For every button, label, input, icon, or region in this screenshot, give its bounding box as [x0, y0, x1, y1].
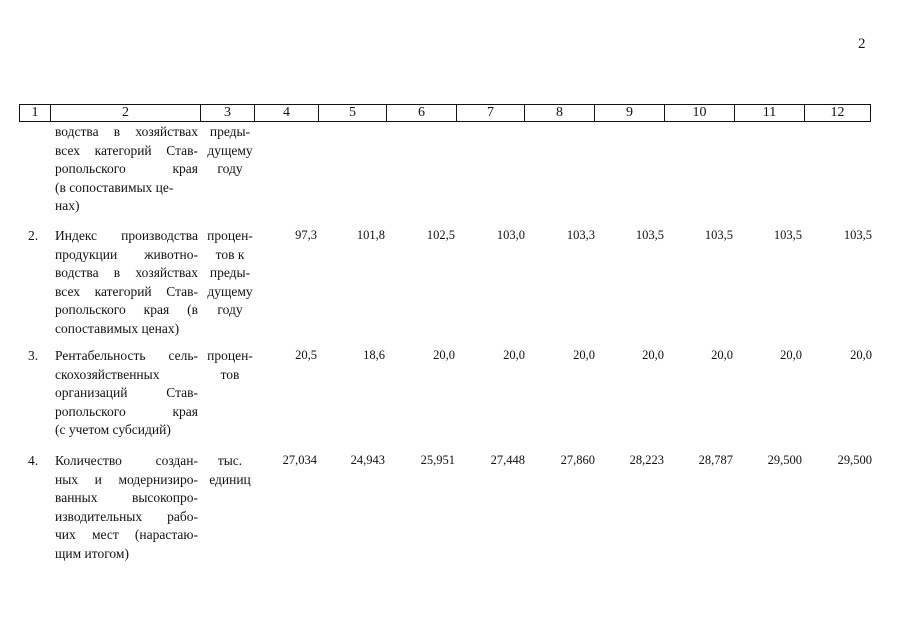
- row-2-value-col9: 103,5: [635, 228, 664, 242]
- desc-line: водства в хозяйствах: [55, 265, 198, 281]
- unit-line: преды-: [209, 124, 251, 139]
- desc-line: Рентабельность сель-: [55, 348, 198, 363]
- header-cell-11: 11: [734, 105, 804, 121]
- desc-line: Количество создан-: [55, 453, 198, 468]
- continued-row-unit: [202, 123, 258, 179]
- row-2-value-col11: 103,5: [773, 228, 802, 242]
- row-3-value-col7: 20,0: [503, 348, 525, 362]
- desc-line: сопоставимых ценах): [55, 320, 180, 336]
- desc-line: всех категорий Став-: [55, 142, 198, 158]
- header-cell-3: 3: [200, 105, 254, 121]
- page-number: 2: [858, 36, 866, 52]
- header-cell-10: 10: [664, 105, 734, 121]
- row-3-value-col6: 20,0: [433, 348, 455, 362]
- row-4-value-col8: 27,860: [560, 453, 595, 467]
- header-cell-4: 4: [254, 105, 318, 121]
- row-2-value-col5: 101,8: [356, 228, 385, 242]
- unit-line: тыс.: [217, 453, 243, 468]
- row-4-value-col4: 27,034: [282, 453, 317, 467]
- header-cell-5: 5: [318, 105, 386, 121]
- header-cell-12: 12: [804, 105, 870, 121]
- unit-line: дущему: [207, 283, 253, 299]
- desc-line: водства в хозяйствах: [55, 124, 198, 139]
- desc-line: организаций Став-: [55, 385, 198, 401]
- row-3-value-col9: 20,0: [642, 348, 664, 362]
- desc-line: щим итогом): [55, 545, 129, 561]
- unit-line: тов к: [215, 246, 245, 262]
- unit-line: преды-: [209, 265, 251, 281]
- header-cell-2: 2: [50, 105, 200, 121]
- row-number-4: 4.: [28, 453, 39, 468]
- row-4-value-col5: 24,943: [350, 453, 385, 467]
- desc-line: ных и модернизиро-: [55, 471, 198, 487]
- unit-line: году: [217, 161, 243, 177]
- row-3-value-col12: 20,0: [850, 348, 872, 362]
- row-3-value-col11: 20,0: [780, 348, 802, 362]
- row-3-value-col5: 18,6: [363, 348, 385, 362]
- row-2-unit: [202, 227, 258, 320]
- row-2-value-col10: 103,5: [704, 228, 733, 242]
- desc-line: нах): [55, 198, 80, 214]
- table-header-row: [19, 104, 871, 122]
- row-3-value-col8: 20,0: [573, 348, 595, 362]
- row-2-value-col6: 102,5: [426, 228, 455, 242]
- desc-line: ропольского края: [55, 161, 198, 177]
- unit-line: процен-: [207, 228, 253, 243]
- desc-line: скохозяйственных: [55, 366, 160, 382]
- row-4-unit: [202, 452, 258, 489]
- unit-line: тов: [220, 366, 240, 382]
- desc-line: всех категорий Став-: [55, 283, 198, 299]
- row-4-value-col6: 25,951: [420, 453, 455, 467]
- row-4-value-col9: 28,223: [629, 453, 664, 467]
- header-cell-6: 6: [386, 105, 456, 121]
- row-3-unit: [202, 347, 258, 384]
- desc-line: изводительных рабо-: [55, 508, 198, 524]
- row-3-value-col10: 20,0: [711, 348, 733, 362]
- row-3-description: [55, 347, 198, 440]
- unit-line: дущему: [207, 142, 253, 158]
- row-2-value-col8: 103,3: [566, 228, 595, 242]
- row-number-3: 3.: [28, 348, 39, 363]
- row-3-value-col4: 20,5: [295, 348, 317, 362]
- unit-line: процен-: [207, 348, 253, 363]
- desc-line: (в сопоставимых це-: [55, 179, 174, 195]
- row-number-2: 2.: [28, 228, 39, 243]
- desc-line: ванных высокопро-: [55, 490, 198, 506]
- row-4-value-col10: 28,787: [698, 453, 733, 467]
- desc-line: (с учетом субсидий): [55, 422, 171, 438]
- desc-line: Индекс производства: [55, 228, 198, 243]
- unit-line: году: [217, 302, 243, 318]
- row-4-value-col11: 29,500: [767, 453, 802, 467]
- desc-line: ропольского края (в: [55, 302, 198, 318]
- row-4-description: [55, 452, 198, 564]
- row-2-value-col7: 103,0: [496, 228, 525, 242]
- desc-line: продукции животно-: [55, 246, 198, 262]
- row-2-value-col4: 97,3: [295, 228, 317, 242]
- row-2-description: [55, 227, 198, 339]
- desc-line: ропольского края: [55, 403, 198, 419]
- row-4-value-col7: 27,448: [490, 453, 525, 467]
- header-cell-1: 1: [31, 105, 39, 120]
- row-2-value-col12: 103,5: [843, 228, 872, 242]
- unit-line: единиц: [209, 471, 251, 487]
- header-cell-8: 8: [524, 105, 594, 121]
- row-4-value-col12: 29,500: [837, 453, 872, 467]
- desc-line: чих мест (нарастаю-: [55, 527, 198, 543]
- header-cell-7: 7: [456, 105, 524, 121]
- continued-row-description: [55, 123, 198, 216]
- header-cell-9: 9: [594, 105, 664, 121]
